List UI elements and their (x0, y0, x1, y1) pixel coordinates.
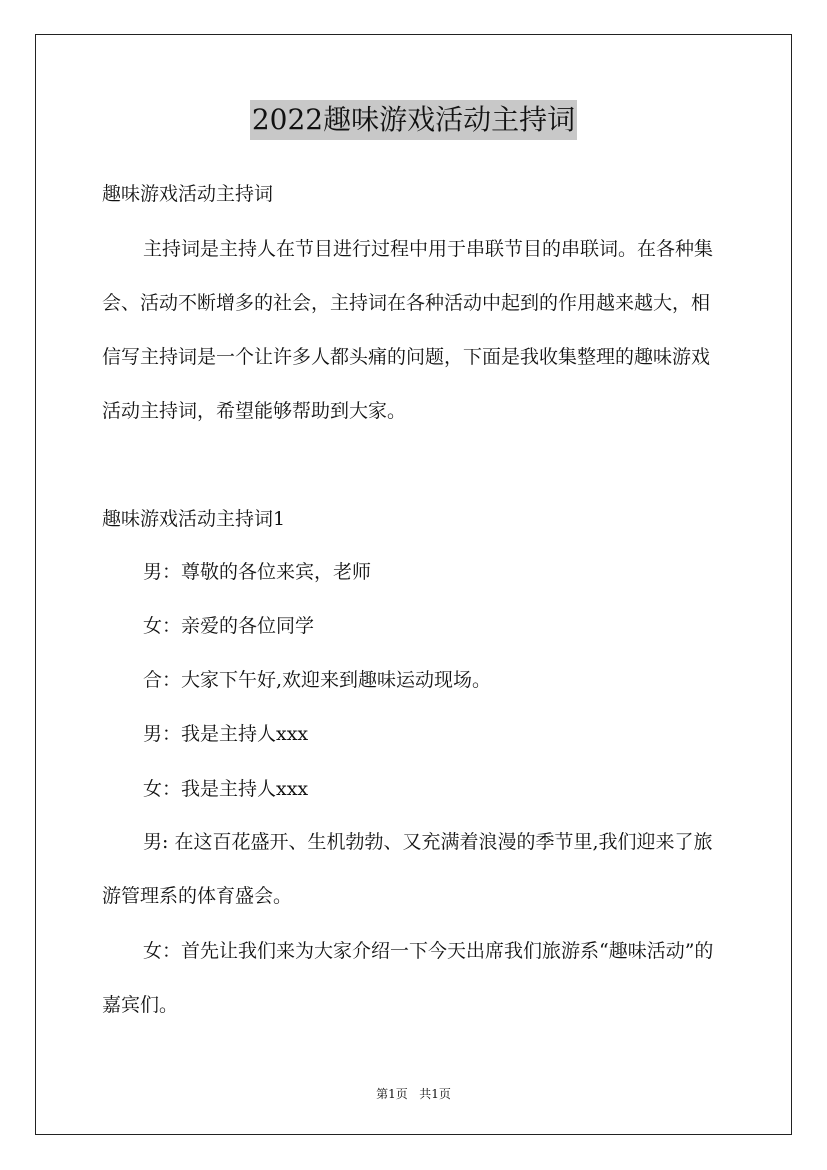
dialogue-line: 女：首先让我们来为大家介绍一下今天出席我们旅游系“趣味活动”的嘉宾们。 (102, 940, 714, 1016)
document-subtitle: 趣味游戏活动主持词 (102, 183, 274, 205)
page-footer (0, 1085, 827, 1102)
dialogue-line: 男：尊敬的各位来宾，老师 (143, 561, 372, 583)
page-total: 共1页 (419, 1087, 451, 1101)
dialogue-line: 男: 在这百花盛开、生机勃勃、又充满着浪漫的季节里,我们迎来了旅游管理系的体育盛会。 (102, 831, 713, 907)
section-heading: 趣味游戏活动主持词1 (102, 508, 286, 530)
intro-paragraph: 主持词是主持人在节目进行过程中用于串联节目的串联词。在各种集会、活动不断增多的社会，主持词在各种活动中起到的作用越来越大，相信写主持词是一个让许多人都头痛的问题，下面是我收集整理的趣味游戏活动主持词，希望能够帮助到大家。 (102, 238, 714, 422)
page-number: 第1页 (376, 1087, 408, 1101)
dialogue-line: 男：我是主持人xxx (143, 723, 309, 745)
title-container (0, 100, 827, 140)
dialogue-line: 合：大家下午好,欢迎来到趣味运动现场。 (143, 669, 492, 691)
dialogue-line: 女：我是主持人xxx (143, 778, 309, 800)
document-title: 2022趣味游戏活动主持词 (250, 100, 577, 140)
dialogue-line: 女：亲爱的各位同学 (143, 615, 315, 637)
